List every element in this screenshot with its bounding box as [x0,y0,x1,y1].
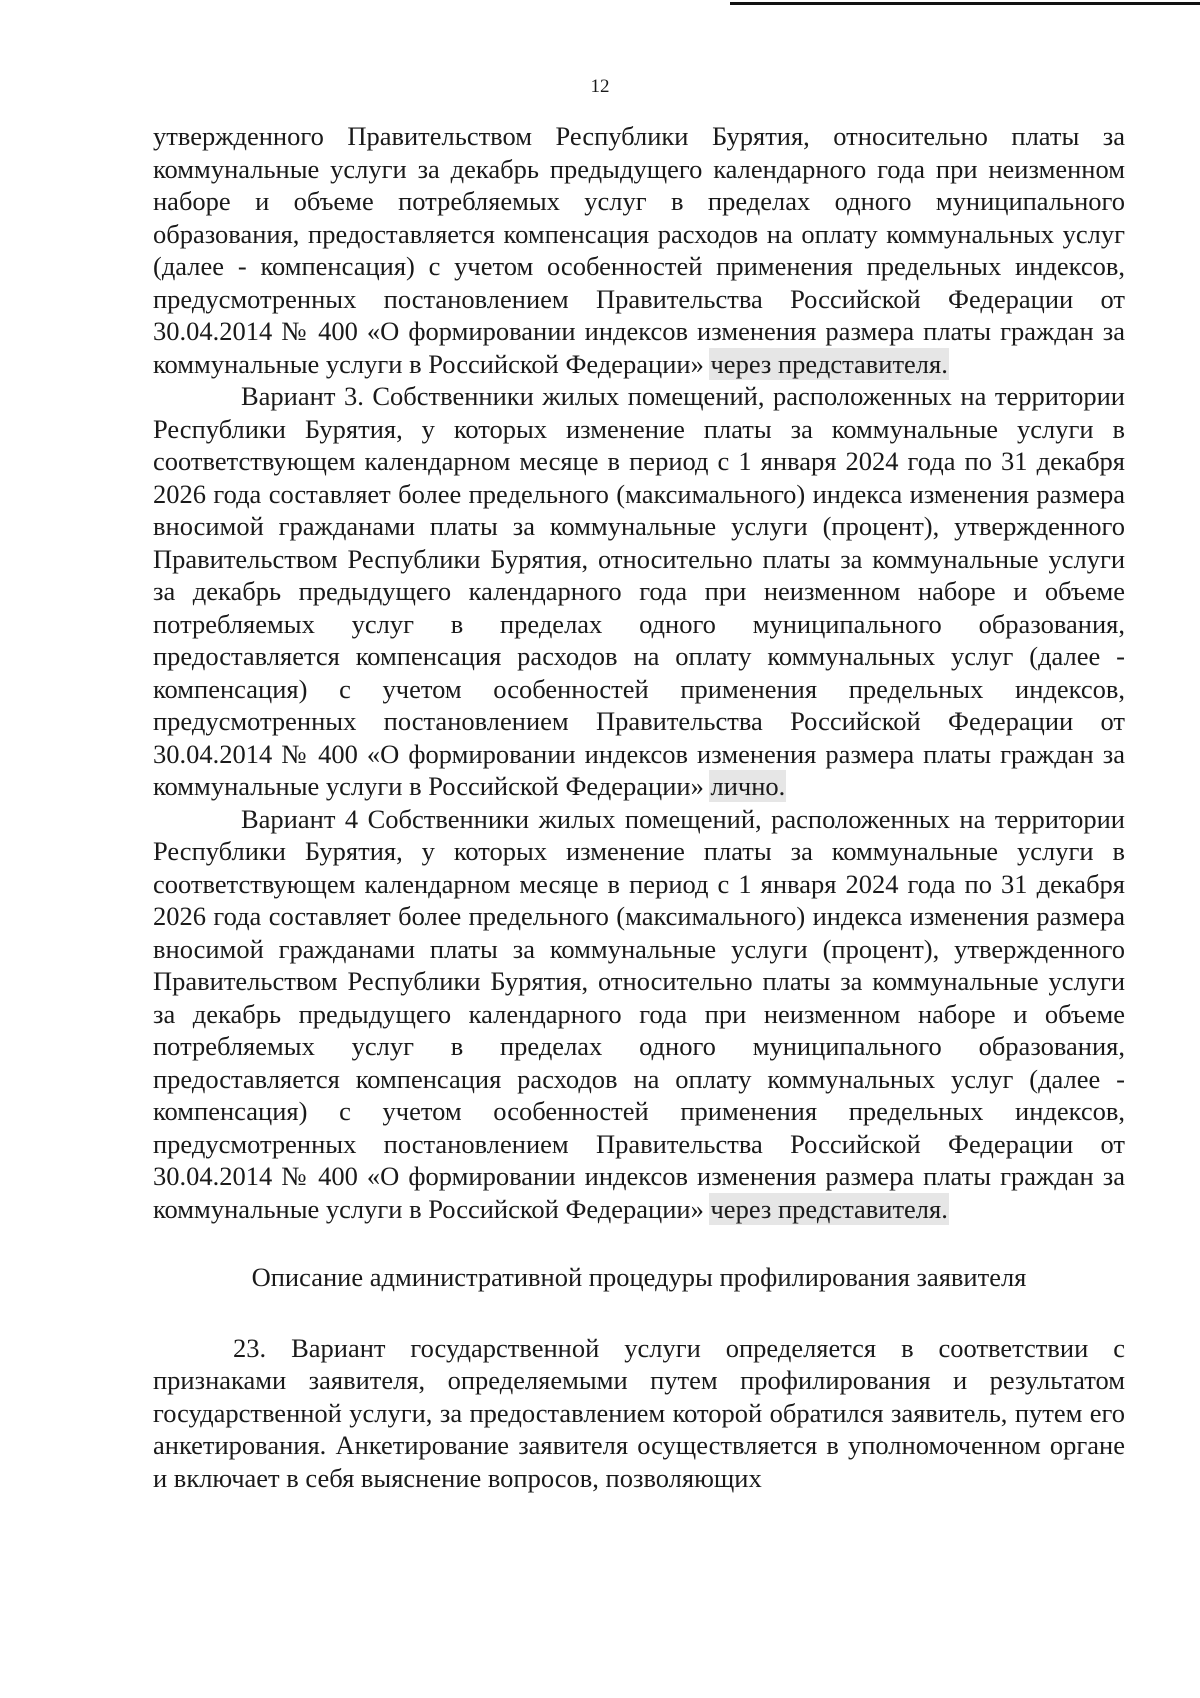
top-edge-rule [730,2,1200,5]
highlighted-phrase: лично. [710,771,786,801]
highlighted-phrase: через представителя. [710,348,948,379]
document-body [153,120,1125,1494]
paragraph-continuation [153,120,1125,380]
paragraph-text: Вариант 3. Собственники жилых помещений, расположенных на территории Республики Бурятия, у которых изменение платы за коммунальные услуги в соответствующем календарном месяце в период с 1 января 2024 года по 31 декабря 2026 года составляет более предельного (максимального) индекса изменения размера вносимой гражданами платы за коммунальные услуги (процент), утвержденного Правительством Республики Бурятия, относительно платы за коммунальные услуги за декабрь предыдущего календарного года при неизменном наборе и объеме потребляемых услуг в пределах одного муниципального образования, предоставляется компенсация расходов на оплату коммунальных услуг (далее - компенсация) с учетом особенностей применения предельных индексов, предусмотренных постановлением Правительства Российской Федерации от 30.04.2014 № 400 «О формировании индексов изменения размера платы граждан за коммунальные услуги в Российской Федерации» [153,381,1125,801]
paragraph-23: 23. Вариант государственной услуги определяется в соответствии с признаками заявителя, определяемыми путем профилирования и результатом государственной услуги, за предоставлением которой обратился заявитель, путем его анкетирования. Анкетирование заявителя осуществляется в уполномоченном органе и включает в себя выяснение вопросов, позволяющих [153,1332,1125,1493]
highlighted-phrase: через представителя. [710,1193,948,1224]
paragraph-text: Вариант 4 Собственники жилых помещений, расположенных на территории Республики Бурятия, у которых изменение платы за коммунальные услуги в соответствующем календарном месяце в период с 1 января 2024 года по 31 декабря 2026 года составляет более предельного (максимального) индекса изменения размера вносимой гражданами платы за коммунальные услуги (процент), утвержденного Правительством Республики Бурятия, относительно платы за коммунальные услуги за декабрь предыдущего календарного года при неизменном наборе и объеме потребляемых услуг в пределах одного муниципального образования, предоставляется компенсация расходов на оплату коммунальных услуг (далее - компенсация) с учетом особенностей применения предельных индексов, предусмотренных постановлением Правительства Российской Федерации от 30.04.2014 № 400 «О формировании индексов изменения размера платы граждан за коммунальные услуги в Российской Федерации» [153,803,1125,1224]
paragraph-variant-3 [153,380,1125,803]
paragraph-text: утвержденного Правительством Республики Бурятия, относительно платы за коммунальные услуги за декабрь предыдущего календарного года при неизменном наборе и объеме потребляемых услуг в пределах одного муниципального образования, предоставляется компенсация расходов на оплату коммунальных услуг (далее - компенсация) с учетом особенностей применения предельных индексов, предусмотренных постановлением Правительства Российской Федерации от 30.04.2014 № 400 «О формировании индексов изменения размера платы граждан за коммунальные услуги в Российской Федерации» [153,121,1125,379]
section-heading: Описание административной процедуры профилирования заявителя [251,1262,1027,1292]
paragraph-variant-4 [153,803,1125,1226]
page-number: 12 [590,76,610,97]
